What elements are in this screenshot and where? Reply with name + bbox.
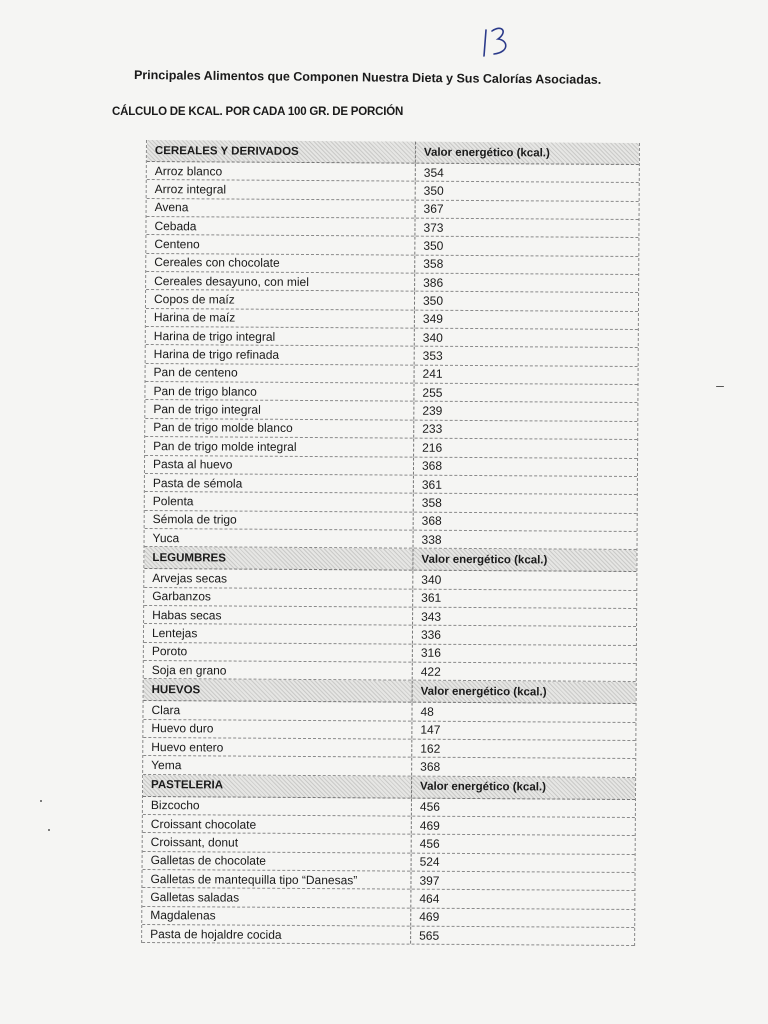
section-header <box>144 547 636 572</box>
kcal-value: 349 <box>414 310 638 329</box>
food-name: Avena <box>154 200 189 215</box>
kcal-value: 239 <box>413 402 637 421</box>
document-subtitle: CÁLCULO DE KCAL. POR CADA 100 GR. DE PORCIÓN <box>112 106 404 118</box>
food-name: Harina de maíz <box>153 310 236 325</box>
kcal-value: 397 <box>410 872 634 891</box>
food-name: Pasta de sémola <box>152 475 243 491</box>
food-name: Croissant, donut <box>150 835 239 850</box>
kcal-value: 469 <box>411 817 635 836</box>
kcal-value: 353 <box>414 347 638 366</box>
food-name: Arroz integral <box>154 182 227 197</box>
food-name: Copos de maíz <box>153 292 235 307</box>
food-name: Harina de trigo integral <box>153 328 276 344</box>
food-name: Yuca <box>152 530 180 545</box>
food-name: Pasta de hojaldre cocida <box>150 926 282 942</box>
kcal-value: 255 <box>413 384 637 403</box>
kcal-value: 422 <box>412 663 636 682</box>
kcal-value: 368 <box>413 512 637 531</box>
kcal-value: 162 <box>411 740 635 759</box>
food-name: Yema <box>151 758 182 773</box>
section-header <box>147 140 639 165</box>
value-column-header: Valor energético (kcal.) <box>412 681 636 703</box>
food-name: Pan de trigo integral <box>153 402 261 417</box>
kcal-value: 565 <box>410 927 634 946</box>
kcal-value: 350 <box>414 292 638 311</box>
kcal-value: 343 <box>412 608 636 627</box>
food-name: Huevo entero <box>151 739 224 755</box>
section-title: HUEVOS <box>151 683 201 697</box>
value-column-header: Valor energético (kcal.) <box>411 776 635 798</box>
food-name: Bizcocho <box>150 798 200 813</box>
kcal-value: 456 <box>411 835 635 854</box>
food-name: Pan de trigo molde integral <box>153 438 297 454</box>
kcal-value: 147 <box>411 721 635 740</box>
kcal-value: 358 <box>414 255 638 274</box>
food-name: Cereales con chocolate <box>154 255 280 271</box>
food-name: Pan de trigo blanco <box>153 383 257 399</box>
food-name: Habas secas <box>152 607 222 623</box>
section-title: LEGUMBRES <box>152 551 226 565</box>
food-name: Centeno <box>154 237 200 252</box>
food-name: Garbanzos <box>152 589 211 604</box>
food-name: Arroz blanco <box>154 163 223 179</box>
food-name: Arvejas secas <box>152 570 228 586</box>
food-name: Soja en grano <box>151 662 227 678</box>
value-column-header: Valor energético (kcal.) <box>412 549 636 571</box>
kcal-value: 464 <box>410 890 634 909</box>
food-name: Clara <box>151 702 181 718</box>
calorie-table <box>141 140 640 946</box>
food-name: Lentejas <box>151 625 198 641</box>
food-name: Polenta <box>152 493 194 509</box>
kcal-value: 216 <box>413 439 637 458</box>
kcal-value: 233 <box>413 420 637 439</box>
kcal-value: 241 <box>414 365 638 384</box>
document-title: Principales Alimentos que Componen Nuestra Dieta y Sus Calorías Asociadas. <box>133 68 602 87</box>
food-name: Pasta al huevo <box>152 457 233 472</box>
food-name: Cereales desayuno, con miel <box>154 273 309 289</box>
food-name: Cebada <box>154 218 197 234</box>
table-row <box>142 925 634 946</box>
kcal-value: 456 <box>411 798 635 817</box>
section-title: CEREALES Y DERIVADOS <box>154 144 299 158</box>
kcal-value: 524 <box>411 853 635 872</box>
section-header <box>143 775 635 800</box>
food-name: Galletas saladas <box>150 890 240 905</box>
food-name: Huevo duro <box>151 721 214 736</box>
kcal-value: 338 <box>413 531 637 550</box>
food-name: Galletas de mantequilla tipo “Danesas” <box>150 871 358 888</box>
kcal-value: 367 <box>415 200 639 219</box>
section-header <box>144 679 636 704</box>
kcal-value: 350 <box>415 182 639 201</box>
kcal-value: 358 <box>413 494 637 513</box>
kcal-value: 373 <box>414 219 638 238</box>
kcal-value: 386 <box>414 274 638 293</box>
kcal-value: 316 <box>412 644 636 663</box>
kcal-value: 340 <box>414 329 638 348</box>
food-name: Croissant chocolate <box>150 816 257 832</box>
handwritten-number-13-icon <box>478 22 518 62</box>
food-name: Poroto <box>151 644 188 659</box>
food-name: Harina de trigo refinada <box>153 347 280 362</box>
kcal-value: 361 <box>412 589 636 608</box>
section-title: PASTELERÍA <box>151 779 224 792</box>
value-column-header: Valor energético (kcal.) <box>415 142 639 164</box>
food-name: Magdalenas <box>150 908 216 923</box>
food-name: Pan de trigo molde blanco <box>153 420 293 436</box>
kcal-value: 336 <box>412 626 636 645</box>
food-name: Sémola de trigo <box>152 512 237 527</box>
kcal-value: 368 <box>411 758 635 777</box>
kcal-value: 354 <box>415 164 639 183</box>
food-name: Galletas de chocolate <box>150 853 267 869</box>
kcal-value: 350 <box>414 237 638 256</box>
food-name: Pan de centeno <box>153 365 238 381</box>
kcal-value: 48 <box>411 703 635 722</box>
kcal-value: 340 <box>412 571 636 590</box>
kcal-value: 361 <box>413 475 637 494</box>
kcal-value: 368 <box>413 457 637 476</box>
kcal-value: 469 <box>410 908 634 927</box>
